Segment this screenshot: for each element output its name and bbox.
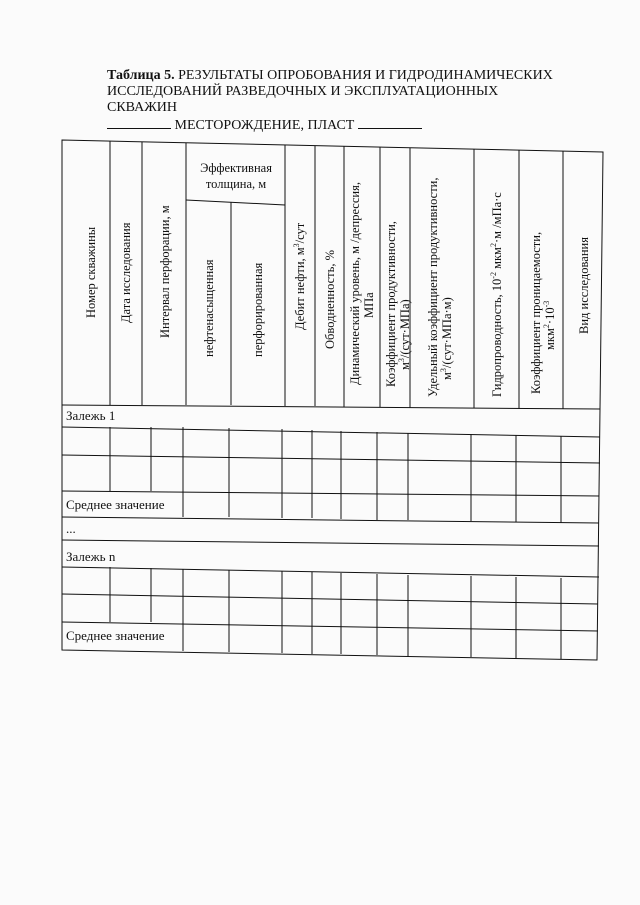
body-block-2-columns bbox=[110, 567, 561, 659]
header-prod-coef-1: Коэффициент продуктивности, bbox=[384, 221, 398, 387]
row-zone-n: Залежь n bbox=[66, 549, 116, 564]
table-grid bbox=[62, 140, 603, 660]
header-hydroconductivity: Гидропроводность, $10^{-2}$ мкм$^2$·м /мПа·с bbox=[489, 192, 504, 397]
header-study-type: Вид исследования bbox=[577, 237, 591, 334]
field-label: МЕСТОРОЖДЕНИЕ, ПЛАСТ bbox=[171, 118, 358, 133]
row-line bbox=[62, 455, 600, 463]
row-line bbox=[62, 567, 599, 577]
header-dyn-level-1: Динамический уровень, м /депрессия, bbox=[348, 182, 362, 385]
row-line bbox=[62, 594, 598, 604]
header-water-cut: Обводненность, % bbox=[323, 249, 337, 349]
body-block-1-columns bbox=[110, 427, 561, 523]
row-line bbox=[62, 540, 599, 546]
header-permeability-2: $мкм^2\cdot 10^{-3}$ bbox=[542, 300, 557, 350]
header-dyn-level-2: МПа bbox=[362, 292, 376, 318]
table-border bbox=[62, 140, 603, 660]
header-perforated: перфорированная bbox=[251, 262, 265, 357]
header-spec-prod-2: $м^3/(сут\cdot МПа\cdot м)$ bbox=[439, 297, 454, 380]
header-oil-saturated: нефтенасыщенная bbox=[202, 259, 216, 357]
table-title-text: РЕЗУЛЬТАТЫ ОПРОБОВАНИЯ И ГИДРОДИНАМИЧЕСКИХ ИССЛЕДОВАНИЙ РАЗВЕДОЧНЫХ И ЭКСПЛУАТАЦИОННЫХ СКВАЖИН bbox=[107, 68, 553, 115]
header-effective-thickness-2: толщина, м bbox=[205, 177, 267, 191]
row-ellipsis: ... bbox=[66, 521, 76, 536]
header-well-number: Номер скважины bbox=[84, 226, 98, 318]
row-line bbox=[62, 517, 599, 523]
row-line bbox=[62, 491, 599, 496]
row-average-2: Среднее значение bbox=[66, 628, 165, 643]
header-prod-coef-2: $м^3/(сут\cdot МПа)$ bbox=[397, 299, 412, 370]
header-perforation: Интервал перфорации, м bbox=[158, 205, 172, 338]
header-date: Дата исследования bbox=[119, 222, 133, 323]
header-permeability-1: Коэффициент проницаемости, bbox=[529, 231, 543, 394]
table-number: Таблица 5. bbox=[107, 68, 175, 83]
row-zone-1: Залежь 1 bbox=[66, 408, 116, 423]
row-line bbox=[62, 427, 600, 437]
header-oil-rate: Дебит нефти, $м^3$/сут bbox=[292, 222, 307, 330]
row-average-1: Среднее значение bbox=[66, 497, 165, 512]
header-effective-thickness-1: Эффективная bbox=[200, 161, 272, 175]
header-spec-prod-1: Удельный коэффициент продуктивности, bbox=[426, 177, 440, 397]
thickness-divider bbox=[186, 200, 285, 205]
